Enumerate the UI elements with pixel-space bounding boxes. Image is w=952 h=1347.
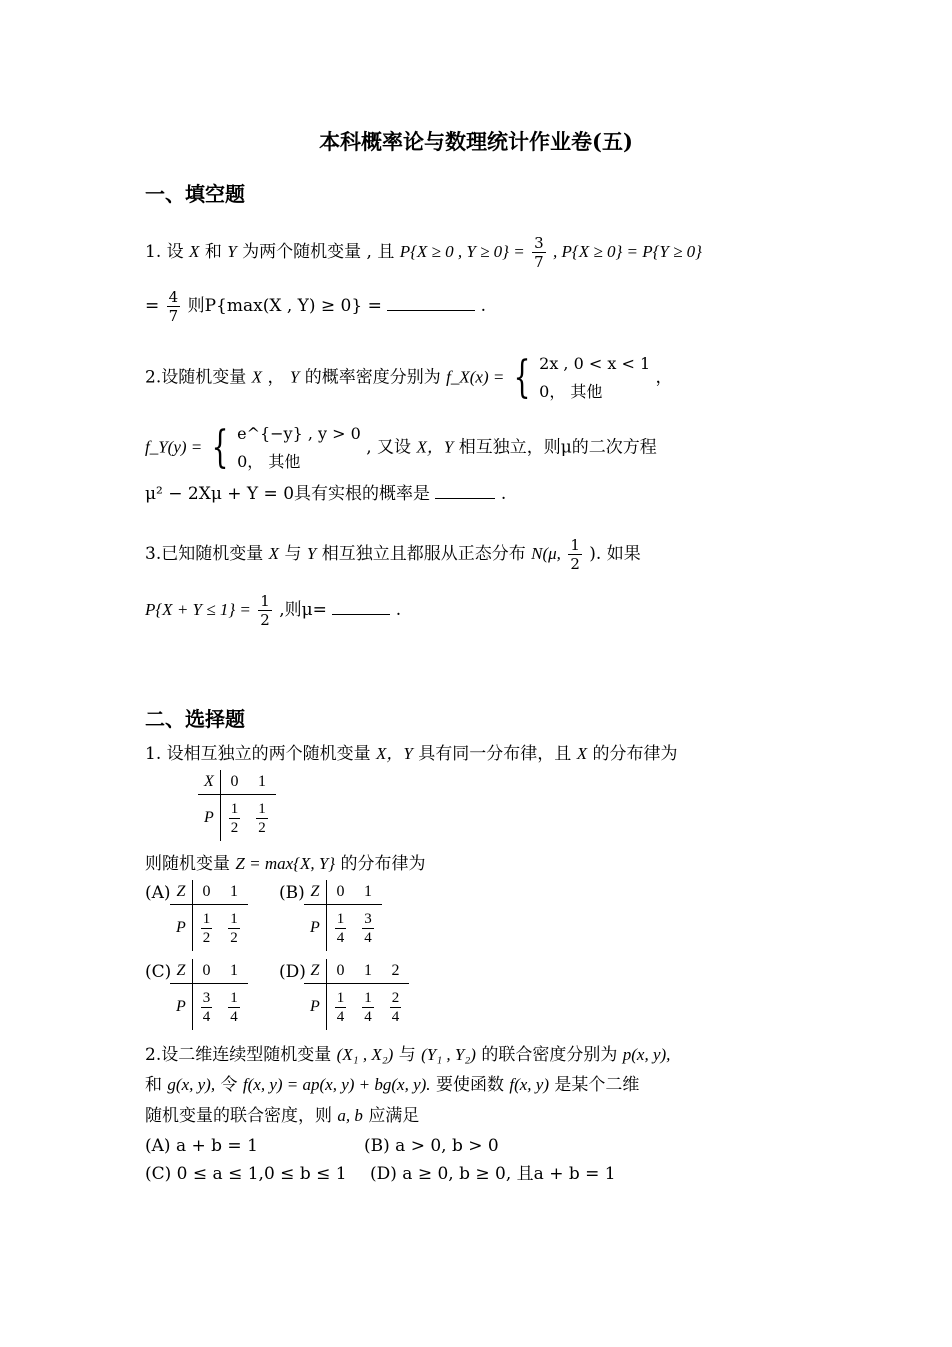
numerator: 1 bbox=[336, 989, 345, 1006]
denominator: 2 bbox=[260, 611, 270, 629]
numerator: 1 bbox=[202, 910, 211, 927]
var-y: Y bbox=[227, 242, 237, 261]
denominator: 7 bbox=[168, 307, 179, 325]
table-p: P bbox=[304, 905, 326, 952]
numerator: 1 bbox=[570, 536, 580, 554]
table-val: 1 bbox=[354, 959, 382, 984]
table-p: P bbox=[170, 984, 192, 1031]
table-var: Z bbox=[304, 880, 326, 905]
denominator: 4 bbox=[336, 1008, 345, 1025]
numerator: 1 bbox=[230, 800, 239, 817]
denominator: 2 bbox=[570, 555, 580, 573]
fraction bbox=[167, 288, 181, 325]
formula: (Y₁ , Y₂) bbox=[421, 1045, 476, 1064]
cases bbox=[539, 350, 650, 406]
text: 具有同一分布律，且 bbox=[418, 744, 572, 764]
formula: 则P{max(X , Y) ≥ 0} = bbox=[187, 296, 382, 316]
text: 的联合密度分别为 bbox=[481, 1045, 618, 1065]
text: 相互独立，则μ的二次方程 bbox=[458, 437, 657, 458]
option-d-label: (D) bbox=[279, 962, 306, 982]
formula: , P{X ≥ 0} = P{Y ≥ 0} bbox=[553, 242, 702, 261]
numerator: 3 bbox=[202, 989, 211, 1006]
s1-q3-line1 bbox=[145, 536, 641, 573]
s2-q2-option-a: (A) a + b = 1 bbox=[145, 1136, 258, 1156]
formula: P{X + Y ≤ 1} = bbox=[145, 600, 251, 619]
numerator: 1 bbox=[364, 989, 372, 1006]
s1-q2-line1 bbox=[145, 350, 673, 406]
text: 1. 设相互独立的两个随机变量 bbox=[145, 744, 371, 764]
s2-q1-line1 bbox=[145, 742, 677, 766]
option-a-label: (A) bbox=[145, 883, 171, 903]
formula: P{X ≥ 0 , Y ≥ 0} = bbox=[399, 242, 525, 261]
s2-q2-line2 bbox=[145, 1073, 639, 1097]
table-p: P bbox=[170, 905, 192, 952]
prob bbox=[201, 989, 213, 1026]
text: 的分布律为 bbox=[592, 744, 678, 764]
prob bbox=[229, 800, 241, 837]
var-y: Y bbox=[306, 544, 317, 563]
denominator: 4 bbox=[230, 1008, 238, 1025]
fy-label: f_Y(y) = bbox=[145, 437, 203, 457]
cases bbox=[237, 420, 361, 476]
brace: { bbox=[513, 352, 531, 403]
x-distribution-table bbox=[198, 770, 276, 841]
s1-q1-line1 bbox=[145, 234, 702, 271]
prob bbox=[228, 989, 240, 1026]
var-y: Y bbox=[289, 367, 300, 387]
denominator: 4 bbox=[336, 929, 345, 946]
table-val: 2 bbox=[382, 959, 410, 984]
text: 和 bbox=[204, 242, 222, 262]
prob bbox=[335, 910, 347, 947]
answer-blank bbox=[332, 600, 390, 615]
denominator: 4 bbox=[364, 929, 372, 946]
text: 随机变量的联合密度，则 bbox=[145, 1106, 332, 1126]
formula: p(x, y), bbox=[622, 1045, 671, 1064]
case: 0， 其他 bbox=[237, 452, 301, 471]
table-val: 0 bbox=[326, 959, 354, 984]
prob bbox=[335, 989, 347, 1026]
vars: X，Y bbox=[416, 437, 454, 457]
table-p: P bbox=[198, 795, 220, 842]
table-val: 0 bbox=[220, 770, 248, 795]
text: 应满足 bbox=[368, 1106, 420, 1126]
formula: f(x, y) = ap(x, y) + bg(x, y). bbox=[242, 1075, 431, 1094]
s2-q1-line2 bbox=[145, 852, 426, 876]
numerator: 3 bbox=[364, 910, 372, 927]
text: ,则μ= bbox=[279, 600, 327, 620]
table-var: Z bbox=[170, 880, 192, 905]
table-var: Z bbox=[304, 959, 326, 984]
text: 要使函数 bbox=[435, 1075, 504, 1095]
s1-q2-line2 bbox=[145, 420, 657, 476]
s2-q2-option-b: (B) a > 0, b > 0 bbox=[364, 1136, 499, 1156]
table-val: 1 bbox=[248, 770, 276, 795]
period: . bbox=[480, 296, 487, 316]
text: 3.已知随机变量 bbox=[145, 544, 264, 564]
var-x: X bbox=[189, 242, 200, 261]
s2-q2-line1 bbox=[145, 1043, 670, 1067]
table-val: 0 bbox=[192, 880, 220, 905]
table-var: Z bbox=[170, 959, 192, 984]
fraction bbox=[532, 234, 546, 271]
text: , 又设 bbox=[366, 437, 412, 458]
text: 2.设随机变量 bbox=[145, 367, 247, 388]
text: ， bbox=[267, 367, 285, 388]
formula: Z = max{X, Y} bbox=[235, 854, 336, 873]
text: 则随机变量 bbox=[145, 854, 230, 874]
denominator: 2 bbox=[258, 819, 266, 836]
numerator: 1 bbox=[230, 989, 238, 1006]
answer-blank bbox=[387, 296, 475, 311]
table-p: P bbox=[304, 984, 326, 1031]
formula: f(x, y) bbox=[509, 1075, 549, 1094]
text: 的概率密度分别为 bbox=[304, 367, 441, 388]
denominator: 2 bbox=[230, 819, 239, 836]
numerator: 3 bbox=[534, 234, 544, 252]
text: 与 bbox=[284, 544, 302, 564]
text: ). 如果 bbox=[589, 544, 641, 564]
table-val: 1 bbox=[220, 959, 248, 984]
fraction bbox=[568, 536, 582, 573]
formula: N(μ, bbox=[531, 544, 561, 563]
text: = bbox=[145, 296, 160, 316]
prob bbox=[362, 989, 374, 1026]
prob bbox=[201, 910, 213, 947]
text: 相互独立且都服从正态分布 bbox=[321, 544, 526, 564]
table-val: 0 bbox=[192, 959, 220, 984]
denominator: 2 bbox=[202, 929, 211, 946]
table-val: 1 bbox=[220, 880, 248, 905]
text: 的分布律为 bbox=[340, 854, 426, 874]
s2-q2-option-d: (D) a ≥ 0, b ≥ 0, 且a + b = 1 bbox=[370, 1164, 616, 1184]
case: 2x , 0 < x < 1 bbox=[539, 354, 651, 373]
prob bbox=[228, 910, 240, 947]
numerator: 1 bbox=[230, 910, 238, 927]
answer-blank bbox=[435, 484, 495, 499]
formula: g(x, y), bbox=[167, 1075, 216, 1094]
prob bbox=[362, 910, 374, 947]
option-d-table bbox=[304, 959, 409, 1030]
numerator: 1 bbox=[260, 592, 270, 610]
page-title: 本科概率论与数理统计作业卷(五) bbox=[319, 129, 633, 154]
option-c-label: (C) bbox=[145, 962, 172, 982]
prob bbox=[256, 800, 268, 837]
text: 与 bbox=[398, 1045, 416, 1065]
denominator: 4 bbox=[364, 1008, 372, 1025]
table-var: X bbox=[198, 770, 220, 795]
fraction bbox=[258, 592, 272, 629]
text: ， bbox=[655, 367, 673, 388]
var-x: X bbox=[576, 744, 588, 763]
option-b-table bbox=[304, 880, 382, 951]
denominator: 4 bbox=[391, 1008, 400, 1025]
numerator: 2 bbox=[391, 989, 400, 1006]
s2-q2-option-c: (C) 0 ≤ a ≤ 1,0 ≤ b ≤ 1 bbox=[145, 1164, 347, 1184]
text: 1. 设 bbox=[145, 242, 184, 262]
s1-q1-line2 bbox=[145, 288, 486, 325]
numerator: 1 bbox=[336, 910, 345, 927]
denominator: 7 bbox=[534, 253, 544, 271]
text: μ² − 2Xμ + Y = 0具有实根的概率是 bbox=[145, 484, 431, 504]
brace: { bbox=[211, 422, 229, 473]
table-val: 1 bbox=[354, 880, 382, 905]
numerator: 4 bbox=[168, 288, 179, 306]
text: 为两个随机变量 , 且 bbox=[242, 242, 395, 262]
var-x: X bbox=[251, 367, 263, 387]
text: 2.设二维连续型随机变量 bbox=[145, 1045, 332, 1065]
vars: X，Y bbox=[376, 744, 413, 763]
formula: (X₁ , X₂) bbox=[336, 1045, 394, 1064]
s1-q3-line2 bbox=[145, 592, 401, 629]
var-x: X bbox=[268, 544, 280, 563]
s1-q2-line3 bbox=[145, 482, 506, 506]
table-val: 0 bbox=[326, 880, 354, 905]
option-b-label: (B) bbox=[279, 883, 305, 903]
formula: a, b bbox=[337, 1106, 363, 1125]
case: e^{−y} , y > 0 bbox=[237, 424, 361, 443]
option-a-table bbox=[170, 880, 248, 951]
section-heading-multiple-choice: 二、选择题 bbox=[145, 707, 245, 731]
period: . bbox=[395, 600, 402, 620]
numerator: 1 bbox=[258, 800, 266, 817]
text: 是某个二维 bbox=[554, 1075, 640, 1095]
prob bbox=[390, 989, 402, 1026]
text: 和 bbox=[145, 1075, 162, 1095]
period: . bbox=[500, 484, 507, 504]
text: 令 bbox=[220, 1075, 238, 1095]
section-heading-fill-blank: 一、填空题 bbox=[145, 182, 245, 206]
denominator: 2 bbox=[230, 929, 238, 946]
s2-q2-line3 bbox=[145, 1104, 419, 1128]
fx-label: f_X(x) = bbox=[446, 367, 505, 387]
option-c-table bbox=[170, 959, 248, 1030]
denominator: 4 bbox=[202, 1008, 211, 1025]
case: 0， 其他 bbox=[539, 382, 603, 401]
